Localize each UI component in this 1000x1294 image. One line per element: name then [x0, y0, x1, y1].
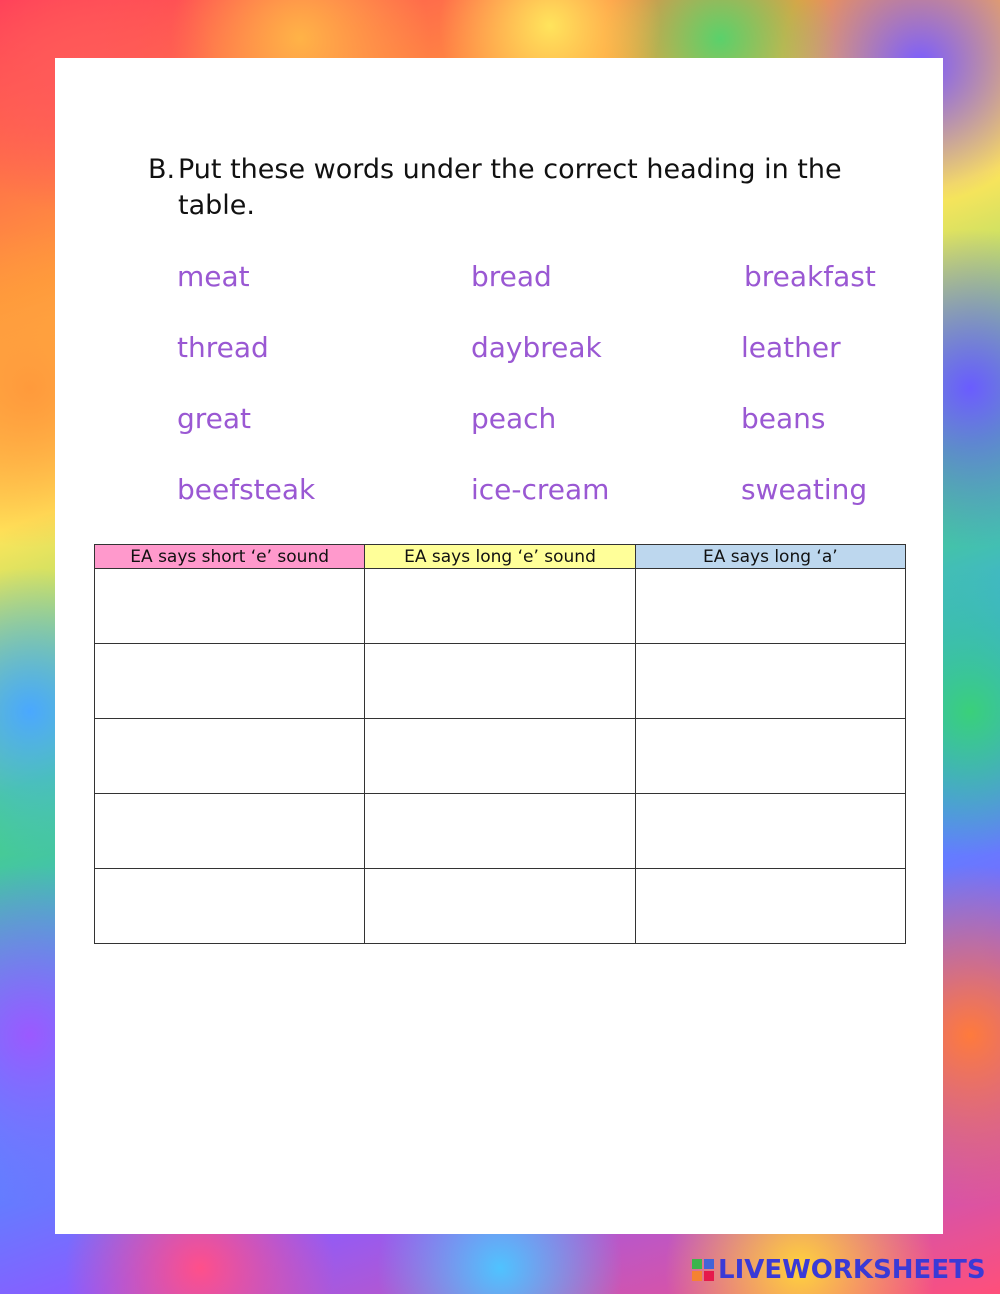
table-row	[95, 794, 906, 869]
word-bank-item[interactable]: beans	[741, 402, 826, 435]
word-bank-item[interactable]: beefsteak	[177, 473, 316, 506]
drop-cell[interactable]	[95, 869, 365, 944]
drop-cell[interactable]	[365, 794, 635, 869]
sorting-table	[94, 544, 906, 944]
instruction-text: Put these words under the correct heading in the table.	[178, 154, 842, 221]
drop-cell[interactable]	[635, 569, 905, 644]
drop-cell[interactable]	[95, 719, 365, 794]
word-bank-item[interactable]: ice-cream	[471, 473, 610, 506]
drop-cell[interactable]	[635, 794, 905, 869]
drop-cell[interactable]	[95, 569, 365, 644]
drop-cell[interactable]	[95, 644, 365, 719]
table-row	[95, 719, 906, 794]
header-long-a: EA says long ‘a’	[635, 545, 905, 569]
word-bank-item[interactable]: peach	[471, 402, 557, 435]
word-bank-item[interactable]: thread	[177, 331, 269, 364]
drop-cell[interactable]	[635, 869, 905, 944]
table-header-row	[95, 545, 906, 569]
table-row	[95, 644, 906, 719]
drop-cell[interactable]	[365, 569, 635, 644]
word-bank-item[interactable]: breakfast	[744, 260, 876, 293]
drop-cell[interactable]	[635, 719, 905, 794]
word-bank-item[interactable]: great	[177, 402, 252, 435]
table-row	[95, 569, 906, 644]
drop-cell[interactable]	[95, 794, 365, 869]
word-bank-item[interactable]: daybreak	[471, 331, 602, 364]
header-short-e: EA says short ‘e’ sound	[95, 545, 365, 569]
instruction	[148, 152, 868, 224]
drop-cell[interactable]	[635, 644, 905, 719]
header-long-e: EA says long ‘e’ sound	[365, 545, 635, 569]
logo-mark-icon	[692, 1259, 714, 1281]
logo-text: LIVEWORKSHEETS	[718, 1255, 986, 1285]
liveworksheets-logo	[692, 1254, 986, 1286]
drop-cell[interactable]	[365, 644, 635, 719]
instruction-label: B.	[148, 154, 176, 185]
word-bank-item[interactable]: sweating	[741, 473, 868, 506]
word-bank-item[interactable]: leather	[741, 331, 841, 364]
drop-cell[interactable]	[365, 869, 635, 944]
table-row	[95, 869, 906, 944]
word-bank-item[interactable]: meat	[177, 260, 250, 293]
word-bank-item[interactable]: bread	[471, 260, 552, 293]
drop-cell[interactable]	[365, 719, 635, 794]
